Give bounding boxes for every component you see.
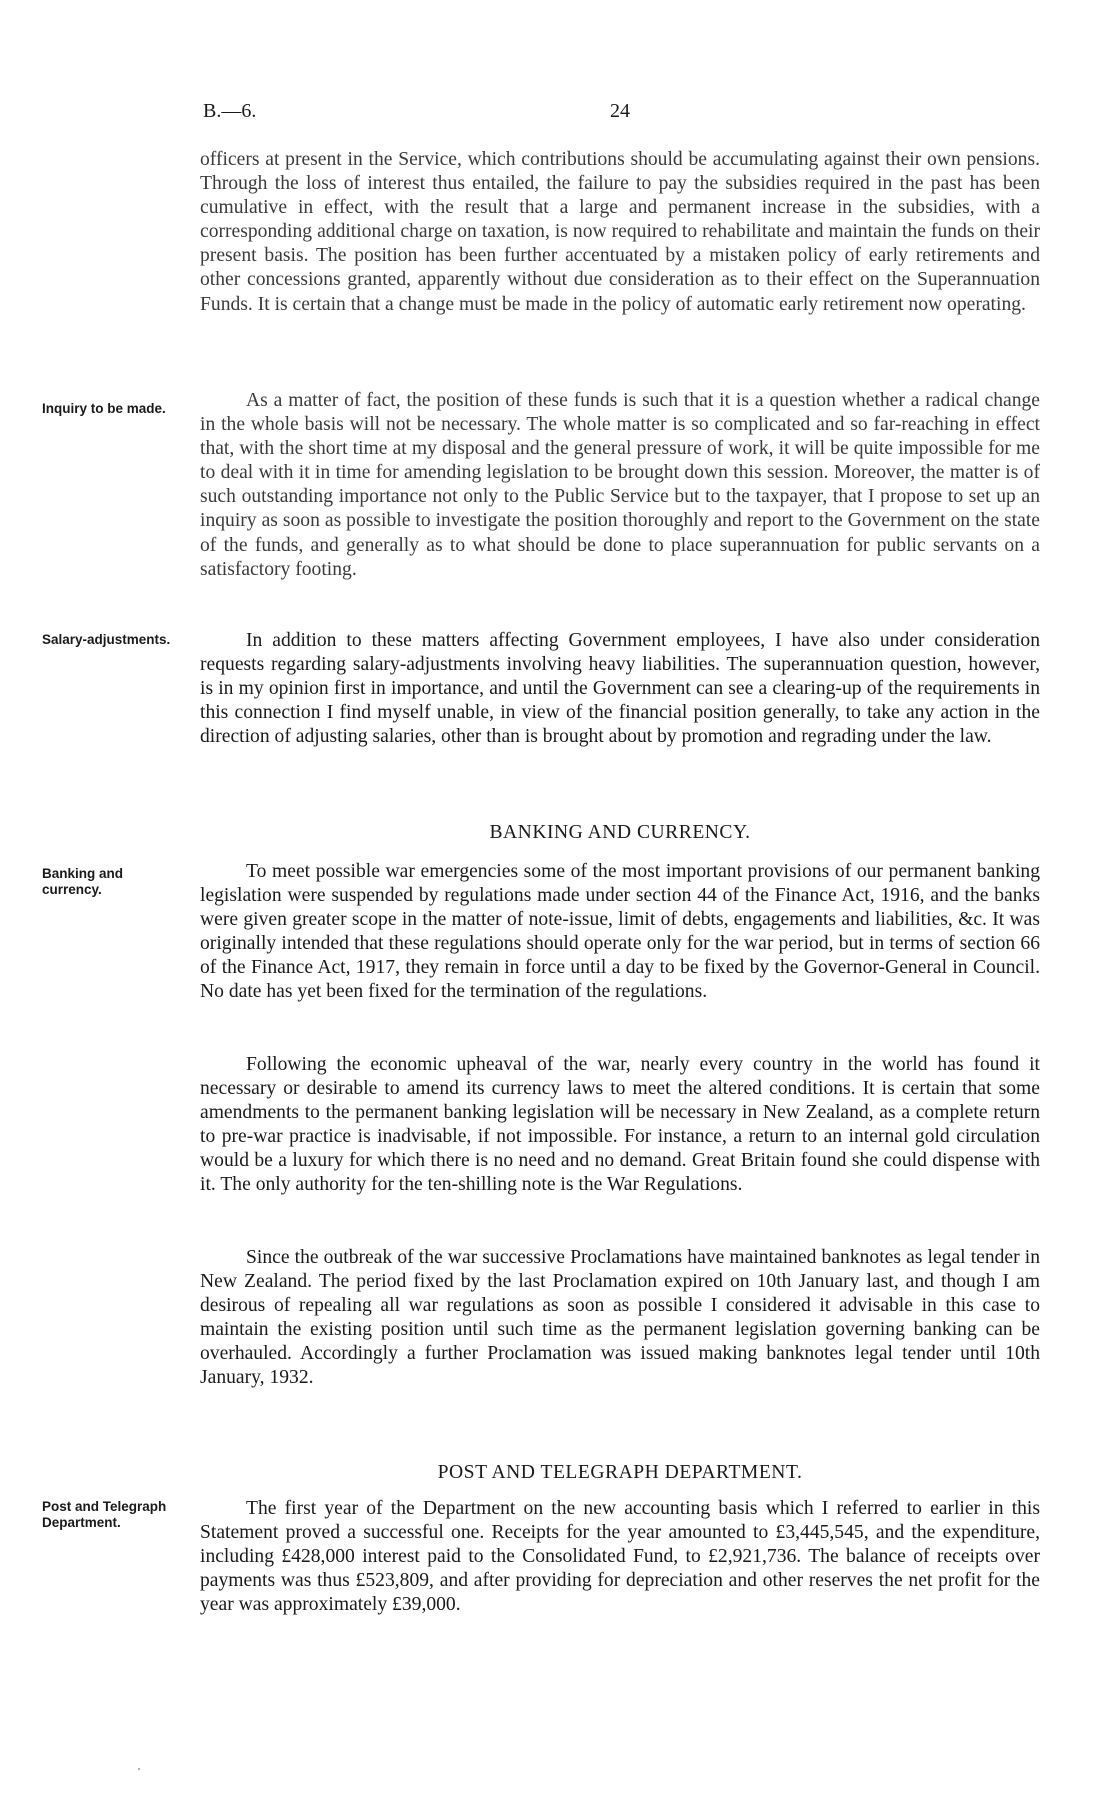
paragraph-post-telegraph-results: The first year of the Department on the new accounting basis which I referred to earlier in this Statement proved a successful one. Receipts for the year amounted to £3,445,545, and the expenditure, including £428,000 interest paid to the Consolidated Fund, to £2,921,736. The balance of receipts over payments was thus £523,809, and after providing for depreciation and other reserves the net profit for the year was approximately £39,000.: [200, 1498, 1040, 1616]
paragraph-superannuation-subsidies: officers at present in the Service, which contributions should be accumulating against their own pensions. Through the loss of interest thus entailed, the failure to pay the subsidies required in the past has been cumulative in effect, with the result that a large and permanent increase in the subsidies, with a corresponding additional charge on taxation, is now required to rehabilitate and maintain the funds on their present basis. The position has been further accentuated by a mistaken policy of early retirements and other concessions granted, apparently without due consideration as to their effect on the Superannuation Funds. It is certain that a change must be made in the policy of automatic early retirement now operating.: [200, 149, 1040, 315]
paragraph-proclamations: Since the outbreak of the war successive Proclamations have maintained banknotes as legal tender in New Zealand. The period fixed by the last Proclamation expired on 10th January last, and though I am desirous of repealing all war regulations as soon as possible I considered it advisable in this case to maintain the existing position until such time as the permanent legislation governing banking can be overhauled. Accordingly a further Proclamation was issued making banknotes legal tender until 10th January, 1932.: [200, 1247, 1040, 1389]
paragraph-currency-laws: Following the economic upheaval of the war, nearly every country in the world has found it necessary or desirable to amend its currency laws to meet the altered conditions. It is certain that some amendments to the permanent banking legislation will be necessary in New Zealand, as a complete return to pre-war practice is inadvisable, if not impossible. For instance, a return to an internal gold circulation would be a luxury for which there is no need and no demand. Great Britain found she could dispense with it. The only authority for the ten-shilling note is the War Regulations.: [200, 1054, 1040, 1196]
margin-note-inquiry: Inquiry to be made.: [42, 401, 166, 416]
margin-note-salary: Salary-adjustments.: [42, 632, 171, 647]
margin-note-banking: Banking and currency.: [42, 866, 124, 897]
section-heading-post-telegraph: POST AND TELEGRAPH DEPARTMENT.: [437, 1462, 803, 1483]
page-header: [0, 100, 1114, 130]
paragraph-inquiry: As a matter of fact, the position of these funds is such that it is a question whether a radical change in the whole basis will not be necessary. The whole matter is so complicated and so far-reaching in effect that, with the short time at my disposal and the general pressure of work, it will be quite impossible for me to deal with it in time for amending legislation to be brought down this session. Moreover, the matter is of such outstanding importance not only to the Public Service but to the taxpayer, that I propose to set up an inquiry as soon as possible to investigate the position thoroughly and report to the Government on the state of the funds, and generally as to what should be done to place superannuation for public servants on a satisfactory footing.: [200, 390, 1040, 580]
document-reference: B.—6.: [203, 100, 257, 122]
paragraph-war-regulations: To meet possible war emergencies some of the most important provisions of our permanent banking legislation were suspended by regulations made under section 44 of the Finance Act, 1916, and the banks were given greater scope in the matter of note-issue, limit of debts, engagements and liabilities, &c. It was originally intended that these regulations should operate only for the war period, but in terms of section 66 of the Finance Act, 1917, they remain in force until a day to be fixed by the Governor-General in Council. No date has yet been fixed for the termination of the regulations.: [200, 861, 1040, 1003]
paragraph-salary-adjustments: In addition to these matters affecting Government employees, I have also under consideration requests regarding salary-adjustments involving heavy liabilities. The superannuation question, however, is in my opinion first in importance, and until the Government can see a clearing-up of the requirements in this connection I find myself unable, in view of the financial position generally, to take any action in the direction of adjusting salaries, other than is brought about by promotion and regrading under the law.: [200, 630, 1040, 748]
page-number: 24: [610, 100, 630, 122]
margin-note-post: Post and Telegraph Department.: [42, 1499, 167, 1530]
section-heading-banking: BANKING AND CURRENCY.: [489, 822, 751, 843]
scan-speck: [138, 1768, 140, 1770]
